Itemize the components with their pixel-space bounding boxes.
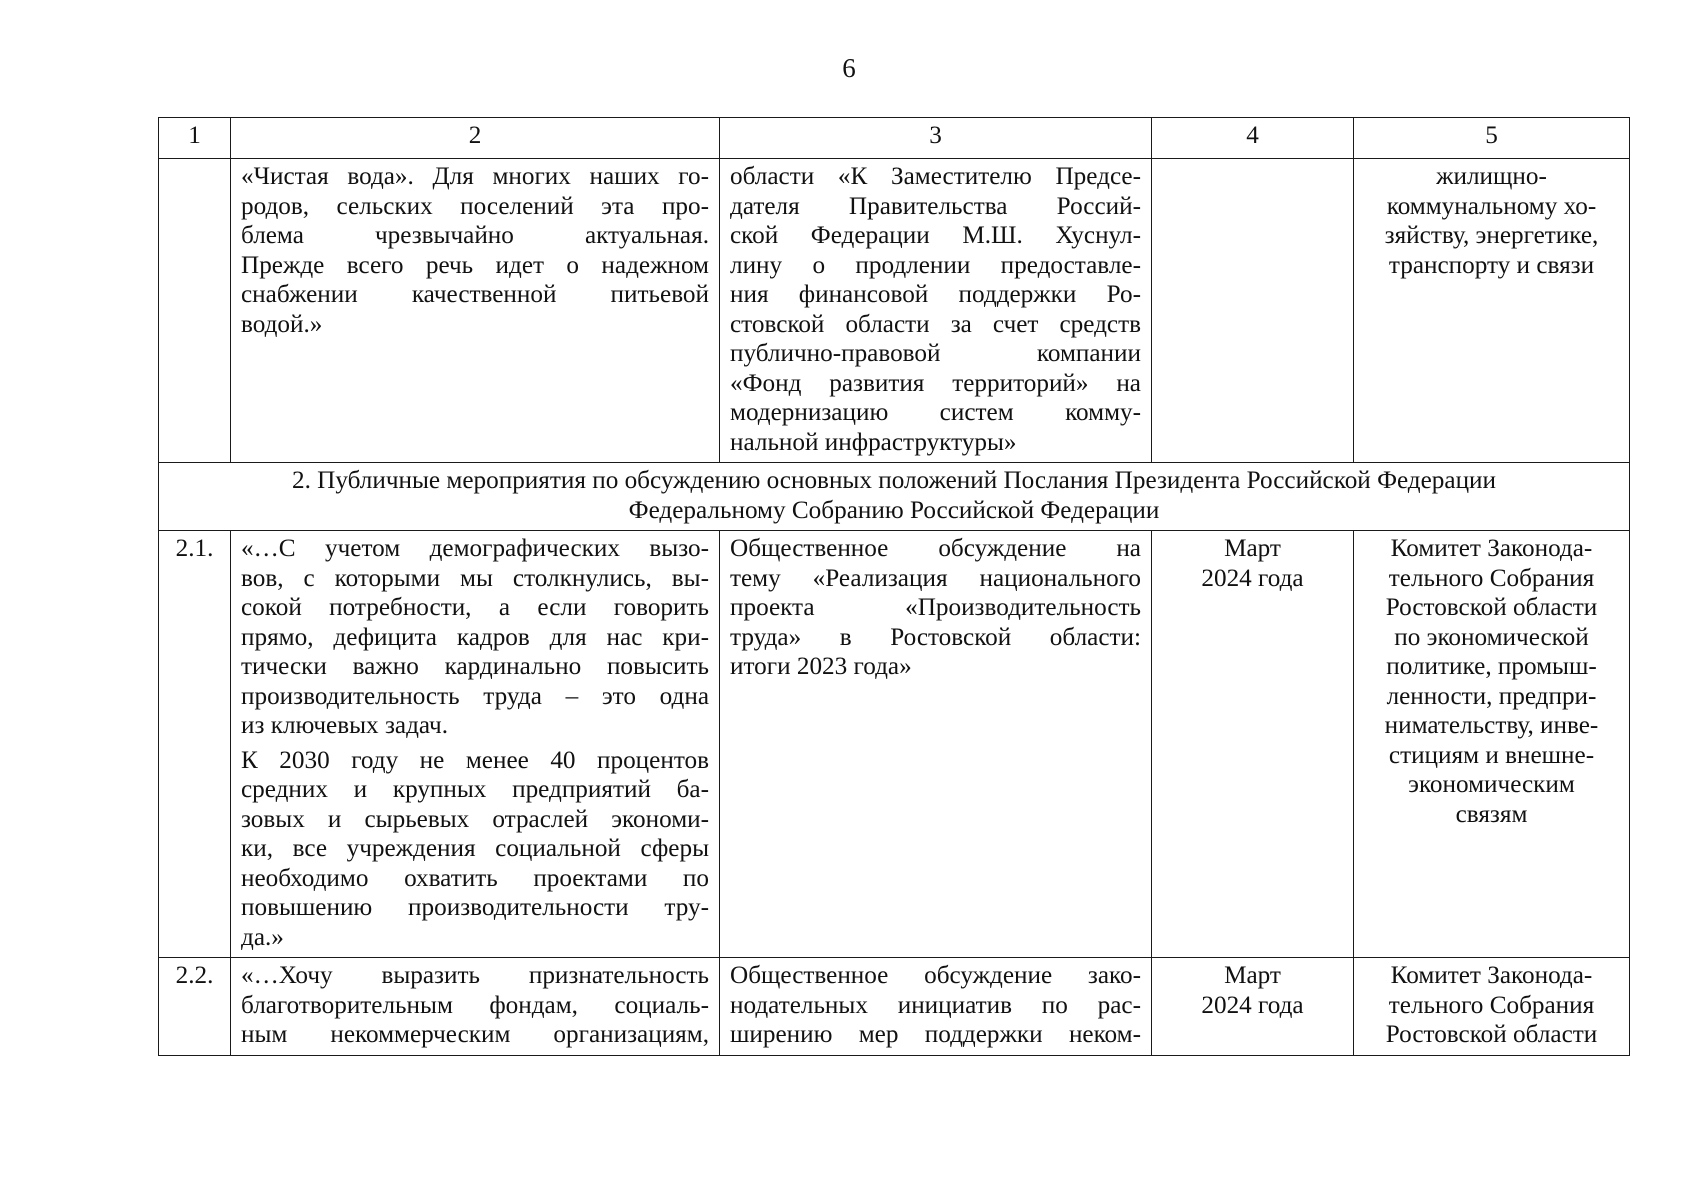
- header-col-1: 1: [159, 118, 231, 159]
- text-line: транспорту и связи: [1388, 251, 1595, 279]
- cell-event: [720, 531, 1152, 958]
- text-line: тему «Реализация национального: [730, 564, 1141, 592]
- section-heading-row: [159, 463, 1630, 531]
- cell-number: [159, 159, 231, 463]
- text-line: нальной инфраструктуры»: [730, 428, 1017, 456]
- text-line: необходимо охватить проектами по: [241, 864, 709, 892]
- text-line: тельного Собрания: [1388, 991, 1595, 1019]
- text-line: публично-правовой компании: [730, 340, 1141, 367]
- cell-number: 2.1.: [159, 531, 231, 958]
- text-line: коммунальному хо-: [1386, 192, 1597, 220]
- text-line: да.»: [241, 923, 284, 951]
- text-line: благотворительным фондам, социаль-: [241, 991, 709, 1019]
- text-line: нимательству, инве-: [1384, 712, 1599, 739]
- text-line: Март: [1224, 535, 1281, 562]
- text-line: ской Федерации М.Ш. Хуснул-: [730, 222, 1141, 249]
- cell-quote: [231, 159, 720, 463]
- cell-responsible: [1354, 159, 1630, 463]
- text-line: нодательных инициатив по рас-: [730, 991, 1141, 1019]
- text-line: 2024 года: [1201, 564, 1304, 592]
- text-line: тически важно кардинально повысить: [241, 653, 709, 680]
- text-line: труда» в Ростовской области:: [730, 623, 1141, 651]
- table-row: [159, 958, 1630, 1056]
- text-line: зяйству, энергетике,: [1384, 222, 1599, 249]
- cell-event: [720, 958, 1152, 1056]
- header-col-5: 5: [1354, 118, 1630, 159]
- text-line: производительность труда – это одна: [241, 682, 709, 710]
- text-line: области «К Заместителю Предсе-: [730, 163, 1141, 190]
- text-line: Ростовской области: [1385, 1021, 1598, 1048]
- text-line: зовых и сырьевых отраслей экономи-: [241, 805, 709, 833]
- cell-responsible: [1354, 958, 1630, 1056]
- text-line: Март: [1224, 962, 1281, 989]
- text-line: Ростовской области: [1385, 594, 1598, 621]
- text-line: ным некоммерческим организациям,: [241, 1021, 709, 1048]
- text-line: средних и крупных предприятий ба-: [241, 776, 709, 803]
- text-line: ширению мер поддержки неком-: [730, 1021, 1141, 1048]
- text-line: экономическим: [1408, 771, 1575, 798]
- header-col-3: 3: [720, 118, 1152, 159]
- text-line: тельного Собрания: [1388, 564, 1595, 592]
- text-line: повышению производительности тру-: [241, 894, 709, 921]
- text-line: Комитет Законода-: [1390, 535, 1593, 562]
- text-line: политике, промыш-: [1386, 653, 1597, 680]
- table-row: [159, 531, 1630, 958]
- text-line: прямо, дефицита кадров для нас кри-: [241, 623, 709, 651]
- text-line: «Чистая вода». Для многих наших го-: [241, 163, 709, 190]
- section-heading: [159, 463, 1630, 531]
- text-line: стовской области за счет средств: [730, 310, 1141, 338]
- text-line: жилищно-: [1436, 163, 1547, 190]
- header-col-2: 2: [231, 118, 720, 159]
- cell-number: 2.2.: [159, 958, 231, 1056]
- text-line: ки, все учреждения социальной сферы: [241, 835, 709, 862]
- document-table: [158, 117, 1630, 1056]
- header-col-4: 4: [1152, 118, 1354, 159]
- quote-paragraph: [241, 534, 709, 741]
- text-line: Общественное обсуждение зако-: [730, 962, 1141, 989]
- text-line: снабжении качественной питьевой: [241, 281, 709, 308]
- page-number: 6: [842, 53, 856, 83]
- text-line: дателя Правительства Россий-: [730, 192, 1141, 220]
- text-line: 2024 года: [1201, 991, 1304, 1019]
- quote-paragraph: [241, 746, 709, 953]
- cell-date: [1152, 958, 1354, 1056]
- cell-responsible: [1354, 531, 1630, 958]
- text-line: ленности, предпри-: [1386, 682, 1597, 710]
- cell-event: [720, 159, 1152, 463]
- table-row-continuation: [159, 159, 1630, 463]
- text-line: сокой потребности, а если говорить: [241, 594, 709, 621]
- text-line: проекта «Производительность: [730, 594, 1141, 621]
- text-line: Прежде всего речь идет о надежном: [241, 251, 709, 279]
- text-line: К 2030 году не менее 40 процентов: [241, 746, 709, 774]
- text-line: по экономической: [1394, 623, 1589, 651]
- text-line: итоги 2023 года»: [730, 653, 912, 680]
- text-line: ния финансовой поддержки Ро-: [730, 281, 1141, 308]
- text-line: лину о продлении предоставле-: [730, 251, 1141, 279]
- text-line: родов, сельских поселений эта про-: [241, 192, 709, 220]
- text-line: модернизацию систем комму-: [730, 399, 1141, 426]
- section-heading-line: 2. Публичные мероприятия по обсуждению основных положений Послания Президента Российской Федерации: [291, 467, 1497, 494]
- text-line: водой.»: [241, 310, 323, 338]
- text-line: блема чрезвычайно актуальная.: [241, 222, 709, 249]
- cell-date: [1152, 159, 1354, 463]
- cell-date: [1152, 531, 1354, 958]
- section-heading-line: Федеральному Собранию Российской Федерации: [628, 496, 1160, 524]
- text-line: «…С учетом демографических вызо-: [241, 535, 709, 562]
- cell-quote: [231, 958, 720, 1056]
- text-line: вов, с которыми мы столкнулись, вы-: [241, 564, 709, 592]
- cell-quote: [231, 531, 720, 958]
- text-line: из ключевых задач.: [241, 712, 449, 739]
- text-line: связям: [1455, 800, 1528, 828]
- text-line: «Фонд развития территорий» на: [730, 369, 1141, 397]
- text-line: Общественное обсуждение на: [730, 535, 1141, 562]
- text-line: «…Хочу выразить признательность: [241, 962, 709, 989]
- text-line: стициям и внешне-: [1388, 741, 1595, 769]
- text-line: Комитет Законода-: [1390, 962, 1593, 989]
- table-header-row: [159, 118, 1630, 159]
